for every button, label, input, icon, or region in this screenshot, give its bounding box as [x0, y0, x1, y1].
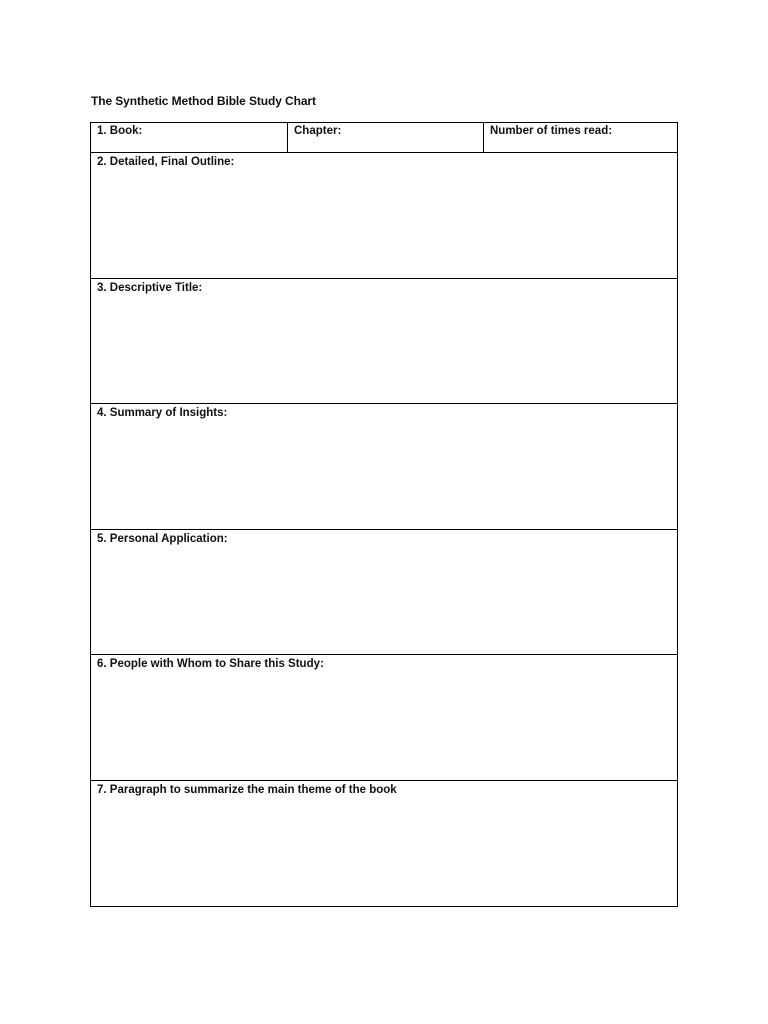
personal-application-section[interactable]: 5. Personal Application:: [91, 530, 677, 656]
book-field[interactable]: 1. Book:: [97, 125, 143, 137]
chapter-field[interactable]: Chapter:: [287, 123, 483, 152]
times-read-field[interactable]: Number of times read:: [483, 123, 677, 152]
share-with-section[interactable]: 6. People with Whom to Share this Study:: [91, 655, 677, 781]
page-title: The Synthetic Method Bible Study Chart: [91, 94, 316, 108]
theme-paragraph-section[interactable]: 7. Paragraph to summarize the main theme of the book: [97, 783, 397, 796]
descriptive-title-section[interactable]: 3. Descriptive Title:: [91, 279, 677, 405]
insights-summary-section[interactable]: 4. Summary of Insights:: [91, 404, 677, 530]
header-row: [91, 123, 677, 153]
outline-section[interactable]: 2. Detailed, Final Outline:: [91, 153, 677, 279]
study-chart-table: [90, 122, 678, 907]
